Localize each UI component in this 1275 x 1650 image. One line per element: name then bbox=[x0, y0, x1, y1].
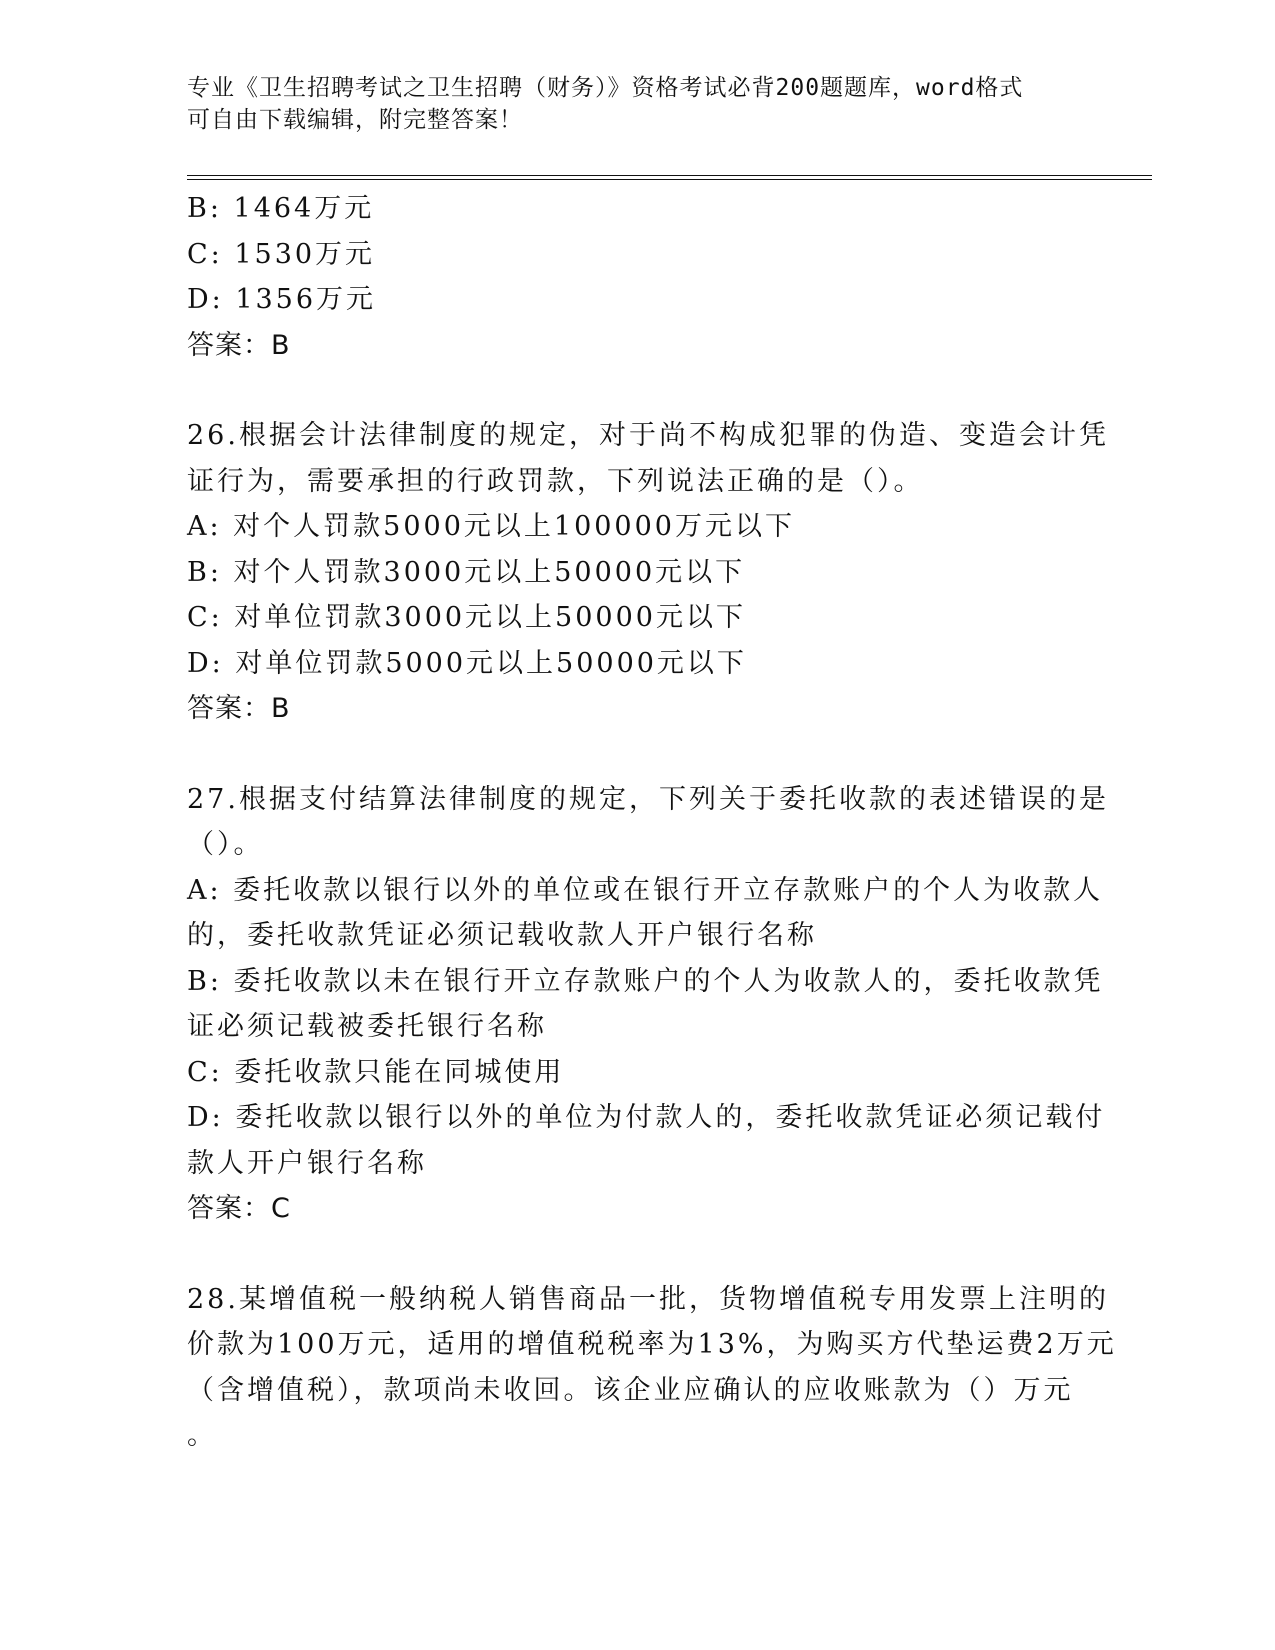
answer: 答案：B bbox=[187, 329, 291, 361]
question-stem-line: 28.某增值税一般纳税人销售商品一批，货物增值税专用发票上注明的 bbox=[187, 1283, 1109, 1315]
question-stem-line: 。 bbox=[187, 1420, 217, 1451]
option-d-line: 款人开户银行名称 bbox=[187, 1147, 427, 1179]
question-stem-line: （含增值税），款项尚未收回。该企业应确认的应收账款为（）万元 bbox=[187, 1374, 1074, 1406]
question-stem-line: 27.根据支付结算法律制度的规定，下列关于委托收款的表述错误的是 bbox=[187, 783, 1109, 815]
option-d-line: D: 委托收款以银行以外的单位为付款人的，委托收款凭证必须记载付 bbox=[187, 1102, 1106, 1133]
option-a: A: 对个人罚款5000元以上100000万元以下 bbox=[187, 511, 795, 542]
option-b: B: 1464万元 bbox=[187, 193, 375, 224]
option-c: C: 1530万元 bbox=[187, 238, 376, 270]
question-25-tail bbox=[187, 186, 1072, 368]
question-stem-line: 价款为100万元，适用的增值税税率为13%，为购买方代垫运费2万元 bbox=[187, 1329, 1117, 1360]
question-stem-line: 26.根据会计法律制度的规定，对于尚不构成犯罪的伪造、变造会计凭 bbox=[187, 420, 1109, 451]
option-b-line: 证必须记载被委托银行名称 bbox=[187, 1011, 547, 1042]
option-d: D: 对单位罚款5000元以上50000元以下 bbox=[187, 647, 747, 679]
option-c: C: 对单位罚款3000元以上50000元以下 bbox=[187, 602, 746, 633]
option-a-line: 的，委托收款凭证必须记载收款人开户银行名称 bbox=[187, 920, 817, 951]
option-c-line: C: 委托收款只能在同城使用 bbox=[187, 1056, 565, 1088]
question-27 bbox=[187, 777, 1109, 1232]
header-title-line-2: 可自由下载编辑，附完整答案！ bbox=[187, 107, 523, 133]
answer: 答案：B bbox=[187, 693, 291, 724]
answer: 答案：C bbox=[187, 1193, 291, 1224]
option-b-line: B: 委托收款以未在银行开立存款账户的个人为收款人的，委托收款凭 bbox=[187, 965, 1104, 997]
question-28 bbox=[187, 1277, 1117, 1459]
question-stem-line: （）。 bbox=[187, 829, 264, 860]
question-stem-line: 证行为，需要承担的行政罚款，下列说法正确的是（）。 bbox=[187, 465, 924, 497]
option-d: D: 1356万元 bbox=[187, 284, 377, 315]
header-title-line-1: 专业《卫生招聘考试之卫生招聘（财务）》资格考试必背200题题库，word格式 bbox=[187, 75, 1024, 101]
document-body bbox=[187, 186, 1117, 1459]
option-b: B: 对个人罚款3000元以上50000元以下 bbox=[187, 556, 746, 588]
option-a-line: A: 委托收款以银行以外的单位或在银行开立存款账户的个人为收款人 bbox=[187, 874, 1104, 906]
header-divider bbox=[187, 175, 1152, 180]
question-26 bbox=[187, 413, 1109, 732]
document-header bbox=[187, 72, 1087, 136]
